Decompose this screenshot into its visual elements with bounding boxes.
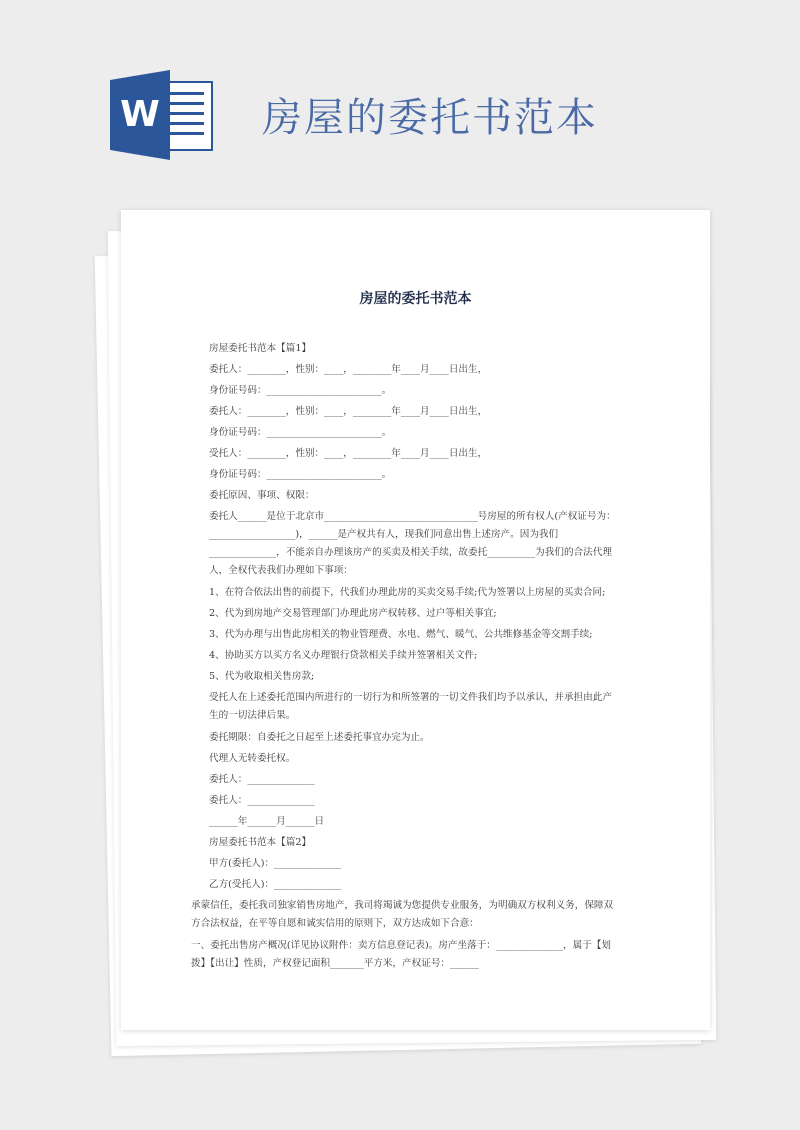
text-line: 委托人：________，性别：____，________年____月____日出生，: [209, 364, 488, 375]
paragraph: 一、委托出售房产概况(详见协议附件：卖方信息登记表)。房产坐落于：______________，属于【划拨】【出让】性质，产权登记面积_______平方米，产权证号：______: [191, 940, 612, 969]
section-heading-2: 房屋委托书范本【篇2】: [209, 837, 312, 848]
document-title: 房屋的委托书范本: [359, 291, 472, 307]
section-heading-1: 房屋委托书范本【篇1】: [209, 343, 312, 354]
paragraph: 委托人______是位于北京市________________________________号房屋的所有权人(产权证号为：__________________)，______是产权共有人，现我们同意出售上述房产。因为我们______________，不能亲自办理该房产的买卖及相关手续，故委托__________为我们的合法代理人，全权代表我们办理如下事项：: [209, 511, 616, 576]
text-line: 身份证号码：________________________。: [209, 469, 392, 480]
banner-title: 房屋的委托书范本: [262, 95, 598, 141]
text-line: 委托人：________，性别：____，________年____月____日出生，: [209, 406, 488, 417]
text-line: 身份证号码：________________________。: [209, 385, 392, 396]
word-icon-letter: W: [120, 94, 160, 135]
list-item: 4、协助买方以买方名义办理银行贷款相关手续并签署相关文件;: [209, 650, 478, 661]
date-line: ______年______月______日: [209, 816, 325, 827]
signature-line: 委托人：______________: [209, 795, 315, 806]
list-item: 5、代为收取相关售房款;: [209, 671, 315, 682]
word-icon: [110, 70, 214, 160]
signature-line: 委托人：______________: [209, 774, 315, 785]
document-page: [121, 210, 710, 1030]
paragraph: 承蒙信任，委托我司独家销售房地产，我司将竭诚为您提供专业服务，为明确双方权利义务，保障双方合法权益，在平等自愿和诚实信用的原则下，双方达成如下合意：: [191, 900, 614, 929]
text-line: 代理人无转委托权。: [209, 753, 296, 764]
paragraph: 受托人在上述委托范围内所进行的一切行为和所签署的一切文件我们均予以承认，并承担由此产生的一切法律后果。: [209, 692, 612, 721]
document-body: [191, 338, 619, 975]
list-item: 3、代为办理与出售此房相关的物业管理费、水电、燃气、暖气、公共维修基金等交割手续;: [209, 629, 593, 640]
text-line: 乙方(受托人)：______________: [209, 879, 342, 890]
text-line: 身份证号码：________________________。: [209, 427, 392, 438]
text-line: 委托期限：自委托之日起至上述委托事宜办完为止。: [209, 732, 430, 743]
text-line: 甲方(委托人)：______________: [209, 858, 342, 869]
text-line: 委托原因、事项、权限：: [209, 490, 315, 501]
text-line: 受托人：________，性别：____，________年____月____日出生，: [209, 448, 488, 459]
list-item: 2、代为到房地产交易管理部门办理此房产权转移、过户等相关事宜;: [209, 608, 497, 619]
list-item: 1、在符合依法出售的前提下，代我们办理此房的买卖交易手续;代为签署以上房屋的买卖合同;: [209, 587, 606, 598]
